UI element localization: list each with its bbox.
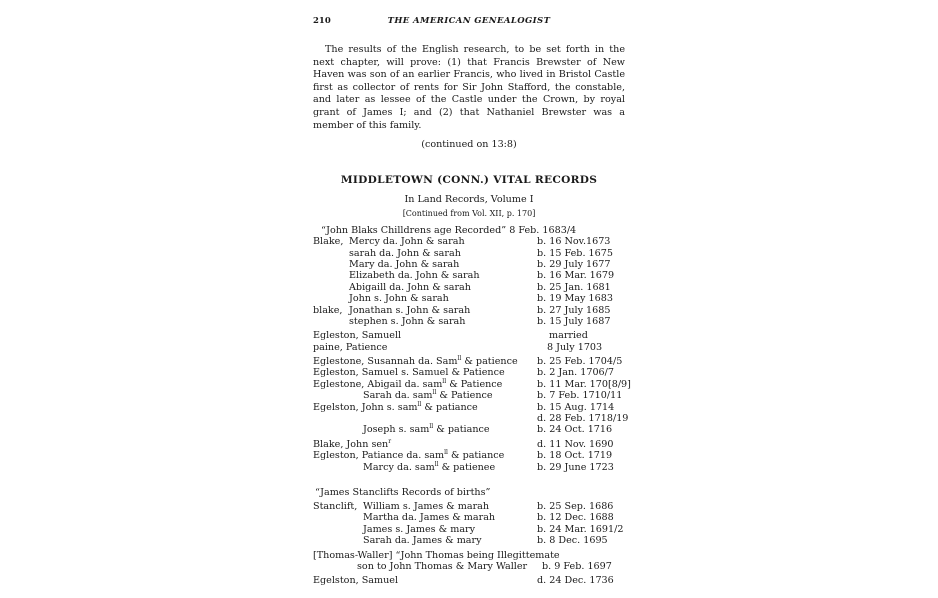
record-date: b. 16 Nov.1673 (537, 236, 611, 248)
continued-from-note: [Continued from Vol. XII, p. 170] (402, 209, 536, 219)
record-row (313, 316, 625, 327)
egleston-records (313, 355, 631, 436)
blake-records (313, 236, 625, 327)
record-row (313, 390, 625, 401)
record-row (313, 282, 625, 293)
record-date: b. 27 July 1685 (537, 304, 611, 316)
record-name-part: & patiance (421, 401, 478, 413)
record-name-part: Eglestone, Abigail da. sam (313, 378, 443, 390)
record-date: b. 7 Feb. 1710/11 (537, 390, 623, 402)
record-name-part: Sarah da. sam (363, 390, 433, 402)
record-name: Egleston, Samuell (313, 330, 402, 342)
record-row (313, 377, 631, 390)
record-row (313, 236, 625, 247)
record-date: b. 25 Jan. 1681 (537, 281, 611, 293)
record-date: b. 15 July 1687 (537, 315, 611, 327)
record-row (313, 424, 625, 435)
page-number: 210 (313, 16, 331, 26)
record-date: b. 25 Sep. 1686 (537, 500, 614, 512)
record-name-part: & Patience (446, 378, 503, 390)
record-row (313, 402, 625, 413)
record-name-part: Marcy da. sam (363, 461, 435, 473)
record-date: b. 25 Feb. 1704/5 (537, 356, 623, 368)
record-name-part: & patience (461, 356, 518, 368)
section-subtitle: In Land Records, Volume I (404, 194, 534, 206)
record-row (313, 550, 625, 561)
thomas-waller-record (313, 550, 625, 573)
record-name: Sarah da. James & mary (363, 535, 482, 547)
record-date: b. 24 Oct. 1716 (537, 424, 613, 436)
record-row (313, 259, 625, 270)
record-row (313, 501, 625, 512)
stanclift-records (313, 501, 625, 547)
record-name-part: Egelston, John s. sam (313, 401, 418, 413)
record-row (313, 330, 625, 341)
superscript: ll (434, 460, 439, 468)
superscript: ll (432, 389, 437, 397)
record-name (363, 424, 490, 435)
record-name: stephen s. John & sarah (349, 315, 466, 327)
record-name: paine, Patience (313, 341, 388, 353)
record-name-part: Blake, John sen (313, 438, 389, 450)
record-name: son to John Thomas & Mary Waller (357, 560, 528, 572)
record-date: b. 19 May 1683 (537, 293, 613, 305)
record-name (313, 439, 391, 450)
record-date: b. 15 Aug. 1714 (537, 401, 615, 413)
record-date: married (549, 330, 588, 342)
record-name-part: Egleston, Samuel s. Samuel & Patience (313, 367, 505, 379)
superscript: ll (417, 400, 422, 408)
record-row (313, 413, 629, 425)
record-date: b. 12 Dec. 1688 (537, 512, 614, 524)
running-title: THE AMERICAN GENEALOGIST (387, 16, 551, 26)
record-row (313, 270, 625, 281)
page-header (313, 14, 625, 30)
superscript: ll (457, 355, 462, 363)
record-row (313, 535, 625, 546)
record-date: b. 16 Mar. 1679 (537, 270, 615, 282)
record-name: William s. James & marah (363, 500, 490, 512)
record-surname: Blake, (313, 236, 344, 248)
record-date: b. 18 Oct. 1719 (537, 450, 613, 462)
record-row (313, 462, 625, 473)
record-name: Mary da. John & sarah (349, 258, 460, 270)
record-name: Martha da. James & marah (363, 512, 496, 524)
record-name: sarah da. John & sarah (349, 247, 461, 259)
record-row (313, 342, 625, 353)
record-date: b. 2 Jan. 1706/7 (537, 367, 614, 379)
record-name (313, 402, 478, 413)
intro-paragraph: The results of the English research, to be set forth in the next chapter, will prove: (1) that Francis Brewster of New Haven was son of an earlier Francis, who lived in Bristol Castle first as collector of rents for Sir John Stafford, the constable, and later as lessee of the Castle under the Crown, by royal grant of James I; and (2) that Nathaniel Brewster was a member of this family. (313, 44, 625, 131)
record-date: d. 11 Nov. 1690 (537, 438, 614, 450)
record-surname: blake, (313, 304, 343, 316)
record-name: Egelston, Samuel (313, 575, 399, 587)
record-name (313, 367, 505, 378)
record-row (313, 305, 625, 316)
record-name: [Thomas-Waller] “John Thomas being Illegittemate (313, 549, 560, 561)
record-date: d. 28 Feb. 1718/19 (537, 413, 629, 425)
superscript: r (388, 437, 392, 445)
record-name (313, 356, 518, 367)
superscript: ll (429, 423, 434, 431)
record-surname: Stanclift, (313, 500, 358, 512)
misc-records (313, 439, 625, 473)
record-date: b. 15 Feb. 1675 (537, 247, 613, 259)
record-row (313, 439, 625, 450)
blake-records-heading: “John Blaks Chilldrens age Recorded” 8 Feb. 1683/4 (321, 225, 577, 237)
superscript: ll (444, 449, 448, 457)
record-name-part: Eglestone, Susannah da. Sam (313, 356, 458, 368)
record-name: Mercy da. John & sarah (349, 236, 465, 248)
document-page (313, 14, 631, 587)
record-name-part: & patiance (433, 424, 490, 436)
record-date: b. 29 July 1677 (537, 258, 611, 270)
record-name: Jonathan s. John & sarah (349, 304, 471, 316)
record-date: b. 8 Dec. 1695 (537, 535, 608, 547)
marriage-record (313, 330, 625, 353)
record-date: b. 11 Mar. 170[8/9] (537, 378, 631, 390)
record-name-part: Egleston, Patiance da. sam (313, 450, 445, 462)
record-row (313, 575, 625, 586)
record-name-part: & patienee (438, 461, 496, 473)
record-row (313, 356, 625, 367)
section-title: MIDDLETOWN (CONN.) VITAL RECORDS (340, 174, 598, 187)
record-date: b. 24 Mar. 1691/2 (537, 523, 624, 535)
record-row (313, 450, 625, 461)
record-name (313, 379, 502, 390)
record-row (313, 524, 625, 535)
record-name (363, 462, 495, 473)
record-row (313, 248, 625, 259)
record-date: b. 9 Feb. 1697 (542, 560, 612, 572)
record-name-part: Joseph s. sam (363, 424, 430, 436)
record-name: Abigaill da. John & sarah (349, 281, 471, 293)
record-name (313, 450, 504, 461)
record-row (313, 367, 625, 378)
stanclift-records-heading: “James Stanclifts Records of births” (315, 486, 491, 498)
record-date: 8 July 1703 (547, 341, 603, 353)
record-date: b. 29 June 1723 (537, 461, 614, 473)
record-name-part: & Patience (436, 390, 493, 402)
record-row (313, 512, 625, 523)
record-row (313, 293, 625, 304)
record-name: John s. John & sarah (349, 293, 449, 305)
record-row (313, 561, 625, 572)
record-name: James s. James & mary (363, 523, 476, 535)
record-name-part: & patiance (447, 450, 505, 462)
superscript: ll (442, 377, 447, 385)
record-name: Elizabeth da. John & sarah (349, 270, 480, 282)
continued-note: (continued on 13:8) (421, 139, 517, 151)
record-name (363, 390, 493, 401)
record-date: d. 24 Dec. 1736 (537, 575, 614, 587)
